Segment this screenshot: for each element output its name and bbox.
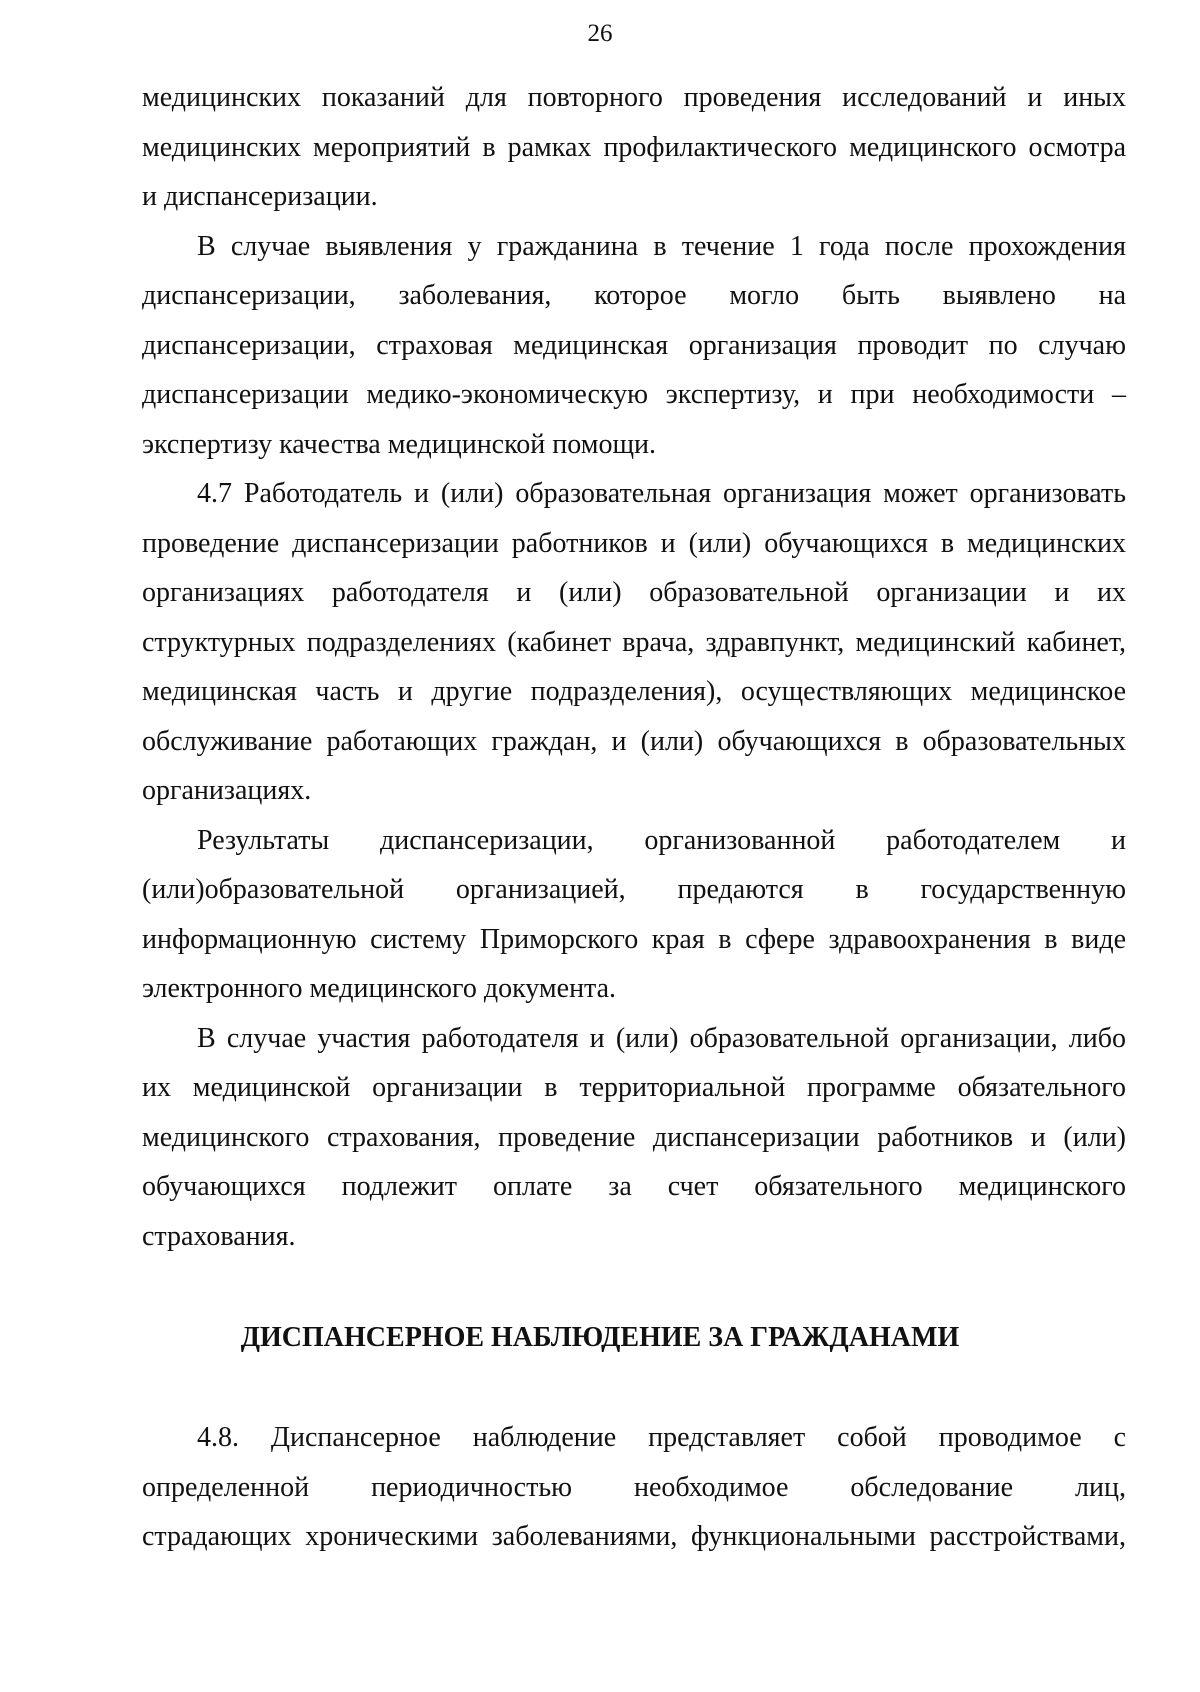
paragraph-first-line: В случае участия работодателя и (или) образовательной организации, либо bbox=[197, 1022, 1126, 1054]
text-line: (или)образовательной организацией, предаются в государственную bbox=[142, 874, 1126, 905]
text-line: обслуживание работающих граждан, и (или) обучающихся в образовательных bbox=[142, 725, 1126, 757]
text-line: электронного медицинского документа. bbox=[142, 973, 617, 1004]
text-line: медицинского страхования, проведение диспансеризации работников и (или) bbox=[142, 1121, 1126, 1153]
paragraph-first-line: 4.8. Диспансерное наблюдение представляет собой проводимое с bbox=[197, 1422, 1126, 1453]
paragraph-first-line: 4.7 Работодатель и (или) образовательная организация может организовать bbox=[197, 478, 1126, 509]
text-block-main bbox=[142, 73, 1126, 1261]
text-line: страхования. bbox=[142, 1220, 296, 1252]
text-line: медицинских мероприятий в рамках профилактического медицинского осмотра bbox=[142, 131, 1126, 163]
page-number: 26 bbox=[587, 20, 613, 47]
text-line: информационную систему Приморского края в сфере здравоохранения в виде bbox=[142, 923, 1126, 955]
text-line: проведение диспансеризации работников и (или) обучающихся в медицинских bbox=[142, 527, 1126, 559]
text-line: структурных подразделениях (кабинет врача, здравпункт, медицинский кабинет, bbox=[142, 626, 1126, 658]
text-line: организациях работодателя и (или) образовательной организации и их bbox=[142, 577, 1126, 608]
text-block-section bbox=[142, 1413, 1126, 1562]
paragraph-first-line: Результаты диспансеризации, организованной работодателем и bbox=[197, 824, 1126, 856]
section-heading: ДИСПАНСЕРНОЕ НАБЛЮДЕНИЕ ЗА ГРАЖДАНАМИ bbox=[240, 1322, 960, 1353]
text-line: их медицинской организации в территориальной программе обязательного bbox=[142, 1072, 1126, 1103]
text-line: обучающихся подлежит оплате за счет обязательного медицинского bbox=[142, 1171, 1126, 1202]
text-line: страдающих хроническими заболеваниями, функциональными расстройствами, bbox=[142, 1521, 1126, 1552]
text-line: медицинская часть и другие подразделения), осуществляющих медицинское bbox=[142, 676, 1126, 707]
text-line: определенной периодичностью необходимое обследование лиц, bbox=[142, 1471, 1126, 1503]
text-line: медицинских показаний для повторного проведения исследований и иных bbox=[142, 82, 1126, 113]
text-line: организациях. bbox=[142, 775, 312, 806]
text-line: диспансеризации, заболевания, которое могло быть выявлено на bbox=[142, 280, 1126, 311]
text-line: диспансеризации медико-экономическую экспертизу, и при необходимости – bbox=[142, 379, 1126, 410]
text-line: диспансеризации, страховая медицинская организация проводит по случаю bbox=[142, 329, 1126, 361]
text-line: экспертизу качества медицинской помощи. bbox=[142, 428, 656, 460]
paragraph-first-line: В случае выявления у гражданина в течение 1 года после прохождения bbox=[197, 230, 1126, 262]
text-line: и диспансеризации. bbox=[142, 181, 378, 212]
